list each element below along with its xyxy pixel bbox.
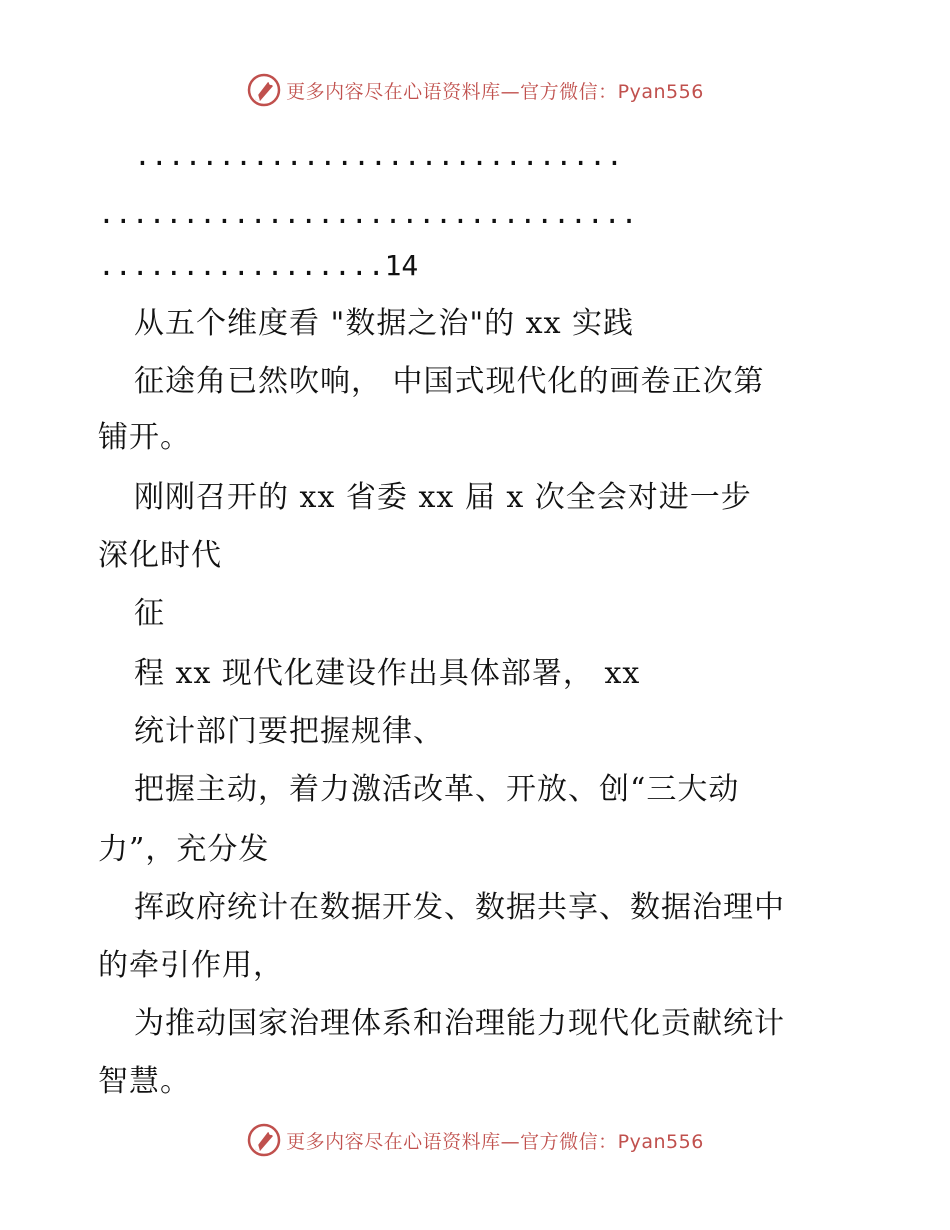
body-line: 深化时代 [98,538,222,573]
header-banner-text: 更多内容尽在心语资料库—官方微信：Pyan556 [286,80,704,103]
toc-dots-line-1: ............................. [134,139,623,172]
body-line: 征途角已然吹响， 中国式现代化的画卷正次第 [134,364,765,399]
article-title: 从五个维度看 "数据之治"的 xx 实践 [134,306,635,341]
body-line: 智慧。 [98,1064,191,1099]
pen-logo-icon [246,1122,282,1158]
body-line: 挥政府统计在数据开发、数据共享、数据治理中 [134,890,785,925]
body-line: 把握主动，着力激活改革、开放、创“三大动 [134,772,740,807]
body-line: 程 xx 现代化建设作出具体部署， xx [134,656,641,691]
body-line: 铺开。 [98,420,191,455]
header-banner [0,70,950,110]
body-line: 征 [134,596,165,631]
pen-logo-icon [246,72,282,108]
toc-dots-line-2: ................................ [98,197,638,230]
body-line: 的牵引作用， [98,948,284,983]
toc-dots-line-3: .................14 [98,249,419,282]
footer-banner [0,1120,950,1160]
body-line: 为推动国家治理体系和治理能力现代化贡献统计 [134,1006,785,1041]
body-line: 统计部门要把握规律、 [134,714,444,749]
body-line: 刚刚召开的 xx 省委 xx 届 x 次全会对进一步 [134,480,752,515]
body-line: 力”，充分发 [98,832,270,867]
footer-banner-text: 更多内容尽在心语资料库—官方微信：Pyan556 [286,1130,704,1153]
